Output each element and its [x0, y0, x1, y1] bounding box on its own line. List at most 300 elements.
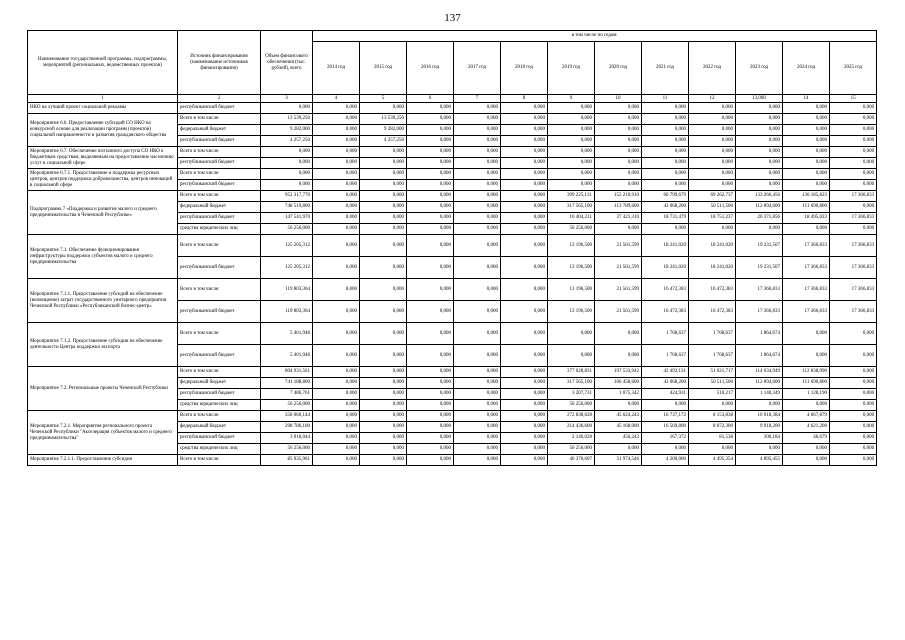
row-year-value: 0,000 [595, 323, 642, 345]
table-row [28, 367, 877, 378]
column-number: 11 [642, 95, 689, 103]
row-year-value: 0,000 [501, 147, 548, 158]
table-row [28, 191, 877, 202]
column-number: 14 [783, 95, 830, 103]
row-year-value: 17 366,833 [736, 279, 783, 301]
row-source: федеральный бюджет [178, 125, 261, 136]
row-year-value: 0,000 [360, 147, 407, 158]
row-year-value: 46,679 [783, 433, 830, 444]
row-year-value: 0,000 [313, 433, 360, 444]
row-year-value: 8 153,838 [689, 411, 736, 422]
column-number: 2 [178, 95, 261, 103]
row-year-value: 0,000 [595, 224, 642, 235]
row-year-value: 0,000 [407, 169, 454, 180]
row-year-value: 0,000 [595, 400, 642, 411]
row-year-value: 0,000 [360, 202, 407, 213]
row-year-value: 0,000 [407, 433, 454, 444]
row-year-value: 133 266,456 [736, 191, 783, 202]
row-source: республиканский бюджет [178, 103, 261, 114]
row-total: 0,000 [261, 169, 313, 180]
row-year-value: 0,000 [313, 422, 360, 433]
row-year-value: 0,000 [830, 136, 877, 147]
row-year-value: 0,000 [830, 103, 877, 114]
column-number: 5 [360, 95, 407, 103]
row-year-value: 0,000 [642, 158, 689, 169]
row-year-value: 18 495,023 [783, 213, 830, 224]
row-year-value: 0,000 [313, 147, 360, 158]
row-year-value: 0,000 [454, 169, 501, 180]
row-year-value: 0,000 [313, 114, 360, 125]
row-year-value: 81,538 [689, 433, 736, 444]
row-year-value: 0,000 [454, 202, 501, 213]
row-year-value: 0,000 [407, 367, 454, 378]
row-year-value: 18 241,020 [642, 257, 689, 279]
row-year-value: 40 370,607 [548, 455, 595, 466]
row-year-value: 0,000 [313, 411, 360, 422]
row-year-value: 424,931 [642, 389, 689, 400]
row-source: республиканский бюджет [178, 158, 261, 169]
row-year-value: 0,000 [736, 125, 783, 136]
row-total: 125 205,312 [261, 235, 313, 257]
header-year: 2019 год [548, 42, 595, 95]
row-year-value: 19 231,507 [736, 235, 783, 257]
row-year-value: 17 366,833 [830, 301, 877, 323]
row-year-value: 317 565,100 [548, 378, 595, 389]
row-year-value: 0,000 [313, 213, 360, 224]
row-year-value: 0,000 [407, 301, 454, 323]
row-year-value: 0,000 [783, 169, 830, 180]
row-year-value: 0,000 [783, 147, 830, 158]
row-year-value: 0,000 [313, 323, 360, 345]
header-year: 2023 год [736, 42, 783, 95]
row-total: 56 256,000 [261, 224, 313, 235]
row-total: 85 935,961 [261, 455, 313, 466]
row-source: Всего в том числе: [178, 323, 261, 345]
row-year-value: 0,000 [501, 367, 548, 378]
row-year-value: 17 366,833 [736, 301, 783, 323]
row-year-value: 0,000 [407, 455, 454, 466]
row-year-value: 0,000 [830, 400, 877, 411]
row-year-value: 37 421,310 [595, 213, 642, 224]
row-year-value: 0,000 [830, 158, 877, 169]
row-source: республиканский бюджет [178, 433, 261, 444]
row-year-value: 111 690,800 [783, 202, 830, 213]
row-year-value: 0,000 [407, 158, 454, 169]
row-year-value: 0,000 [360, 103, 407, 114]
row-year-value: 0,000 [501, 224, 548, 235]
row-year-value: 3 207,731 [548, 389, 595, 400]
row-year-value: 0,000 [313, 367, 360, 378]
row-year-value: 0,000 [783, 455, 830, 466]
row-year-value: 0,000 [548, 136, 595, 147]
row-year-value: 0,000 [454, 180, 501, 191]
row-year-value: 0,000 [642, 400, 689, 411]
row-total: 5 401,948 [261, 345, 313, 367]
row-year-value: 0,000 [689, 103, 736, 114]
table-row [28, 114, 877, 125]
table-row [28, 147, 877, 158]
row-source: федеральный бюджет [178, 378, 261, 389]
row-source: Всего в том числе: [178, 455, 261, 466]
header-source: Источник финансирования (наименование источников финансирования) [178, 31, 261, 95]
row-year-value: 0,000 [407, 235, 454, 257]
row-year-value: 0,000 [501, 323, 548, 345]
row-year-value: 42 493,131 [642, 367, 689, 378]
row-year-value: 0,000 [360, 191, 407, 202]
row-year-value: 0,000 [642, 114, 689, 125]
row-year-value: 0,000 [548, 147, 595, 158]
row-year-value: 45 624,243 [595, 411, 642, 422]
row-year-value: 4 895,455 [736, 455, 783, 466]
row-year-value: 0,000 [407, 257, 454, 279]
row-year-value: 0,000 [689, 224, 736, 235]
row-year-value: 13 196,500 [548, 279, 595, 301]
row-year-value: 1 128,190 [783, 389, 830, 400]
row-year-value: 0,000 [736, 114, 783, 125]
row-year-value: 0,000 [407, 444, 454, 455]
row-year-value: 0,000 [689, 136, 736, 147]
row-year-value: 0,000 [313, 378, 360, 389]
row-year-value: 16 404,231 [548, 213, 595, 224]
row-year-value: 18 241,020 [689, 257, 736, 279]
row-year-value: 0,000 [313, 279, 360, 301]
row-year-value: 0,000 [830, 125, 877, 136]
row-year-value: 0,000 [501, 455, 548, 466]
row-year-value: 0,000 [548, 114, 595, 125]
row-name: Мероприятие 7.2. Региональные проекты Чеченской Республики [28, 367, 178, 411]
row-source: федеральный бюджет [178, 202, 261, 213]
row-year-value: 0,000 [501, 202, 548, 213]
row-year-value: 0,000 [313, 103, 360, 114]
row-year-value: 1 768,637 [689, 323, 736, 345]
row-year-value: 0,000 [407, 180, 454, 191]
row-year-value: 0,000 [407, 389, 454, 400]
row-year-value: 0,000 [360, 180, 407, 191]
row-year-value: 0,000 [830, 433, 877, 444]
row-year-value: 0,000 [501, 103, 548, 114]
row-year-value: 1 768,637 [642, 323, 689, 345]
header-year: 2021 год [642, 42, 689, 95]
header-total: Объем финансового обеспечения (тыс. рублей), всего [261, 31, 313, 95]
row-total: 804 931,561 [261, 367, 313, 378]
row-year-value: 0,000 [360, 158, 407, 169]
row-source: Всего в том числе: [178, 114, 261, 125]
row-year-value: 0,000 [454, 191, 501, 202]
row-year-value: 8 072,300 [689, 422, 736, 433]
row-name: Мероприятие 7.1.2. Предоставление субсидии на обеспечение деятельности Центра поддержки экспорта [28, 323, 178, 367]
row-total: 741 188,800 [261, 378, 313, 389]
row-year-value: 0,000 [783, 400, 830, 411]
row-year-value: 0,000 [501, 378, 548, 389]
column-number: 13,000 [736, 95, 783, 103]
row-year-value: 0,000 [501, 158, 548, 169]
row-name: Мероприятие 6.7.1. Предоставление и поддержка ресурсных центров, центров поддержки добровольчества, центров инноваций в социальной сфере [28, 169, 178, 191]
row-year-value: 0,000 [407, 213, 454, 224]
row-year-value: 0,000 [454, 400, 501, 411]
row-year-value: 0,000 [830, 147, 877, 158]
row-year-value: 0,000 [454, 158, 501, 169]
row-year-value: 0,000 [501, 345, 548, 367]
row-source: Всего в том числе: [178, 169, 261, 180]
row-year-value: 0,000 [642, 169, 689, 180]
row-source: республиканский бюджет [178, 257, 261, 279]
row-name: Мероприятие 7.2.1.1. Предоставление субсидии [28, 455, 178, 466]
row-year-value: 0,000 [313, 169, 360, 180]
row-year-value: 112 894,600 [736, 202, 783, 213]
row-total: 125 205,312 [261, 257, 313, 279]
row-year-value: 0,000 [454, 235, 501, 257]
row-year-value: 0,000 [360, 378, 407, 389]
header-year: 2020 год [595, 42, 642, 95]
row-source: республиканский бюджет [178, 136, 261, 147]
row-year-value: 0,000 [313, 202, 360, 213]
row-total: 952 317,770 [261, 191, 313, 202]
row-year-value: 0,000 [454, 433, 501, 444]
row-name: Мероприятие 7.1. Обеспечение функционирования инфраструктуры поддержки субъектов малого и среднего предпринимательства [28, 235, 178, 279]
row-year-value: 0,000 [454, 125, 501, 136]
row-year-value: 0,000 [830, 378, 877, 389]
row-year-value: 17 366,833 [830, 279, 877, 301]
row-year-value: 0,000 [454, 367, 501, 378]
row-year-value: 399 225,131 [548, 191, 595, 202]
row-year-value: 510,217 [689, 389, 736, 400]
row-year-value: 0,000 [736, 169, 783, 180]
row-year-value: 0,000 [407, 125, 454, 136]
header-year: 2017 год [454, 42, 501, 95]
row-year-value: 0,000 [736, 103, 783, 114]
row-year-value: 0,000 [830, 455, 877, 466]
row-year-value: 0,000 [830, 422, 877, 433]
row-total: 5 401,948 [261, 323, 313, 345]
row-year-value: 0,000 [407, 114, 454, 125]
row-year-value: 0,000 [360, 345, 407, 367]
row-year-value: 0,000 [407, 422, 454, 433]
row-year-value: 1 768,637 [642, 345, 689, 367]
row-year-value: 0,000 [360, 323, 407, 345]
row-year-value: 0,000 [313, 125, 360, 136]
row-total: 56 256,000 [261, 400, 313, 411]
row-year-value: 0,000 [689, 444, 736, 455]
row-year-value: 0,000 [783, 114, 830, 125]
row-total: 7 486,761 [261, 389, 313, 400]
column-number: 4 [313, 95, 360, 103]
row-year-value: 0,000 [313, 444, 360, 455]
row-year-value: 0,000 [548, 345, 595, 367]
row-year-value: 0,000 [783, 180, 830, 191]
row-year-value: 0,000 [501, 444, 548, 455]
header-year: 2014 год [313, 42, 360, 95]
row-year-value: 112 838,990 [783, 367, 830, 378]
row-name: Мероприятие 7.2.1. Мероприятия регионального проекта Чеченской Республики "Акселерация субъектов малого и среднего предпринимательства" [28, 411, 178, 455]
row-year-value: 21 561,599 [595, 301, 642, 323]
row-year-value: 0,000 [501, 279, 548, 301]
row-year-value: 0,000 [501, 213, 548, 224]
row-year-value: 0,000 [830, 169, 877, 180]
row-year-value: 13 196,500 [548, 301, 595, 323]
row-year-value: 0,000 [407, 202, 454, 213]
row-year-value: 0,000 [360, 455, 407, 466]
row-year-value: 9 918,200 [736, 422, 783, 433]
column-number: 15 [830, 95, 877, 103]
row-year-value: 0,000 [642, 125, 689, 136]
row-year-value: 317 565,100 [548, 202, 595, 213]
row-year-value: 17 366,833 [783, 235, 830, 257]
row-source: республиканский бюджет [178, 180, 261, 191]
row-year-value: 0,000 [501, 433, 548, 444]
row-total: 4 257,250 [261, 136, 313, 147]
row-year-value: 167,372 [642, 433, 689, 444]
row-source: Всего в том числе: [178, 147, 261, 158]
row-year-value: 1 075,342 [595, 389, 642, 400]
row-year-value: 0,000 [360, 367, 407, 378]
column-number: 3 [261, 95, 313, 103]
table-row [28, 323, 877, 345]
row-year-value: 0,000 [360, 444, 407, 455]
row-year-value: 0,000 [454, 455, 501, 466]
row-year-value: 16 472,383 [642, 279, 689, 301]
row-year-value: 197 533,942 [595, 367, 642, 378]
row-year-value: 0,000 [689, 400, 736, 411]
row-year-value: 214 436,600 [548, 422, 595, 433]
row-year-value: 0,000 [360, 389, 407, 400]
row-year-value: 0,000 [595, 169, 642, 180]
row-year-value: 1 140,349 [736, 389, 783, 400]
row-year-value: 0,000 [313, 158, 360, 169]
row-year-value: 0,000 [407, 191, 454, 202]
row-total: 0,000 [261, 180, 313, 191]
row-year-value: 0,000 [689, 169, 736, 180]
table-row [28, 103, 877, 114]
row-year-value: 18 731,479 [642, 213, 689, 224]
row-year-value: 0,000 [454, 422, 501, 433]
header-year: 2022 год [689, 42, 736, 95]
row-year-value: 0,000 [595, 103, 642, 114]
row-year-value: 19 231,507 [736, 257, 783, 279]
row-year-value: 0,000 [407, 345, 454, 367]
row-year-value: 0,000 [454, 224, 501, 235]
row-year-value: 0,000 [407, 147, 454, 158]
row-year-value: 16 472,383 [642, 301, 689, 323]
row-year-value: 0,000 [783, 323, 830, 345]
row-year-value: 0,000 [407, 323, 454, 345]
row-year-value: 16 737,172 [642, 411, 689, 422]
row-year-value: 0,000 [454, 114, 501, 125]
row-year-value: 18 241,020 [642, 235, 689, 257]
row-year-value: 0,000 [642, 103, 689, 114]
row-year-value: 155 210,910 [595, 191, 642, 202]
row-year-value: 0,000 [736, 136, 783, 147]
row-year-value: 4 495,354 [689, 455, 736, 466]
row-source: федеральный бюджет [178, 422, 261, 433]
row-year-value: 0,000 [407, 279, 454, 301]
row-year-value: 18 241,020 [689, 235, 736, 257]
row-year-value: 0,000 [595, 345, 642, 367]
row-year-value: 21 561,599 [595, 235, 642, 257]
row-year-value: 0,000 [407, 378, 454, 389]
row-year-value: 20 371,856 [736, 213, 783, 224]
row-year-value: 0,000 [454, 301, 501, 323]
header-year: 2024 год [783, 42, 830, 95]
row-year-value: 0,000 [830, 323, 877, 345]
row-year-value: 4 667,879 [783, 411, 830, 422]
row-year-value: 56 256,000 [548, 224, 595, 235]
row-year-value: 0,000 [360, 257, 407, 279]
row-year-value: 0,000 [501, 191, 548, 202]
header-year: 2018 год [501, 42, 548, 95]
header-name: Наименование государственной программы, подпрограммы, мероприятий (региональных, ведомственных проектов) [28, 31, 178, 95]
row-year-value: 0,000 [548, 169, 595, 180]
row-year-value: 60 799,679 [642, 191, 689, 202]
column-number: 6 [407, 95, 454, 103]
row-source: Всего в том числе: [178, 191, 261, 202]
row-source: Всего в том числе: [178, 235, 261, 257]
row-year-value: 0,000 [501, 400, 548, 411]
row-year-value: 0,000 [548, 125, 595, 136]
row-year-value: 0,000 [548, 323, 595, 345]
row-year-value: 0,000 [595, 114, 642, 125]
row-year-value: 0,000 [548, 180, 595, 191]
row-year-value: 0,000 [595, 125, 642, 136]
row-year-value: 0,000 [360, 224, 407, 235]
row-year-value: 272 838,628 [548, 411, 595, 422]
table-row [28, 279, 877, 301]
row-year-value: 0,000 [736, 158, 783, 169]
row-year-value: 0,000 [407, 224, 454, 235]
row-year-value: 0,000 [360, 235, 407, 257]
header-year: 2016 год [407, 42, 454, 95]
row-year-value: 0,000 [360, 433, 407, 444]
row-year-value: 0,000 [501, 114, 548, 125]
row-year-value: 377 028,831 [548, 367, 595, 378]
row-year-value: 0,000 [830, 389, 877, 400]
row-year-value: 42 068,200 [642, 378, 689, 389]
row-year-value: 0,000 [454, 213, 501, 224]
row-year-value: 0,000 [501, 235, 548, 257]
row-total: 9 282,000 [261, 125, 313, 136]
row-year-value: 0,000 [736, 444, 783, 455]
row-year-value: 130 185,823 [783, 191, 830, 202]
row-year-value: 0,000 [689, 114, 736, 125]
row-year-value: 0,000 [501, 411, 548, 422]
row-total: 3 018,044 [261, 433, 313, 444]
row-year-value: 17 366,833 [830, 235, 877, 257]
row-year-value: 17 366,833 [783, 301, 830, 323]
row-year-value: 0,000 [830, 345, 877, 367]
row-year-value: 0,000 [689, 180, 736, 191]
row-year-value: 113 789,600 [595, 202, 642, 213]
row-year-value: 0,000 [783, 103, 830, 114]
row-year-value: 4 257,250 [360, 136, 407, 147]
row-year-value: 0,000 [454, 103, 501, 114]
row-year-value: 0,000 [454, 389, 501, 400]
row-year-value: 0,000 [313, 400, 360, 411]
row-year-value: 9 282,000 [360, 125, 407, 136]
row-year-value: 0,000 [313, 191, 360, 202]
row-year-value: 0,000 [501, 301, 548, 323]
row-year-value: 0,000 [783, 444, 830, 455]
row-year-value: 0,000 [689, 158, 736, 169]
row-year-value: 17 366,833 [783, 257, 830, 279]
row-year-value: 0,000 [501, 169, 548, 180]
row-year-value: 112 894,600 [736, 378, 783, 389]
row-name: Мероприятие 6.7. Обеспечение поэтапного доступа СО НКО к бюджетным средствам, выделяемым на предоставление населению услуг в социальной сфере [28, 147, 178, 169]
row-source: Всего в том числе: [178, 367, 261, 378]
row-source: Всего в том числе: [178, 411, 261, 422]
row-year-value: 0,000 [830, 180, 877, 191]
row-total: 13 539,250 [261, 114, 313, 125]
column-number: 9 [548, 95, 595, 103]
row-total: 358 060,144 [261, 411, 313, 422]
